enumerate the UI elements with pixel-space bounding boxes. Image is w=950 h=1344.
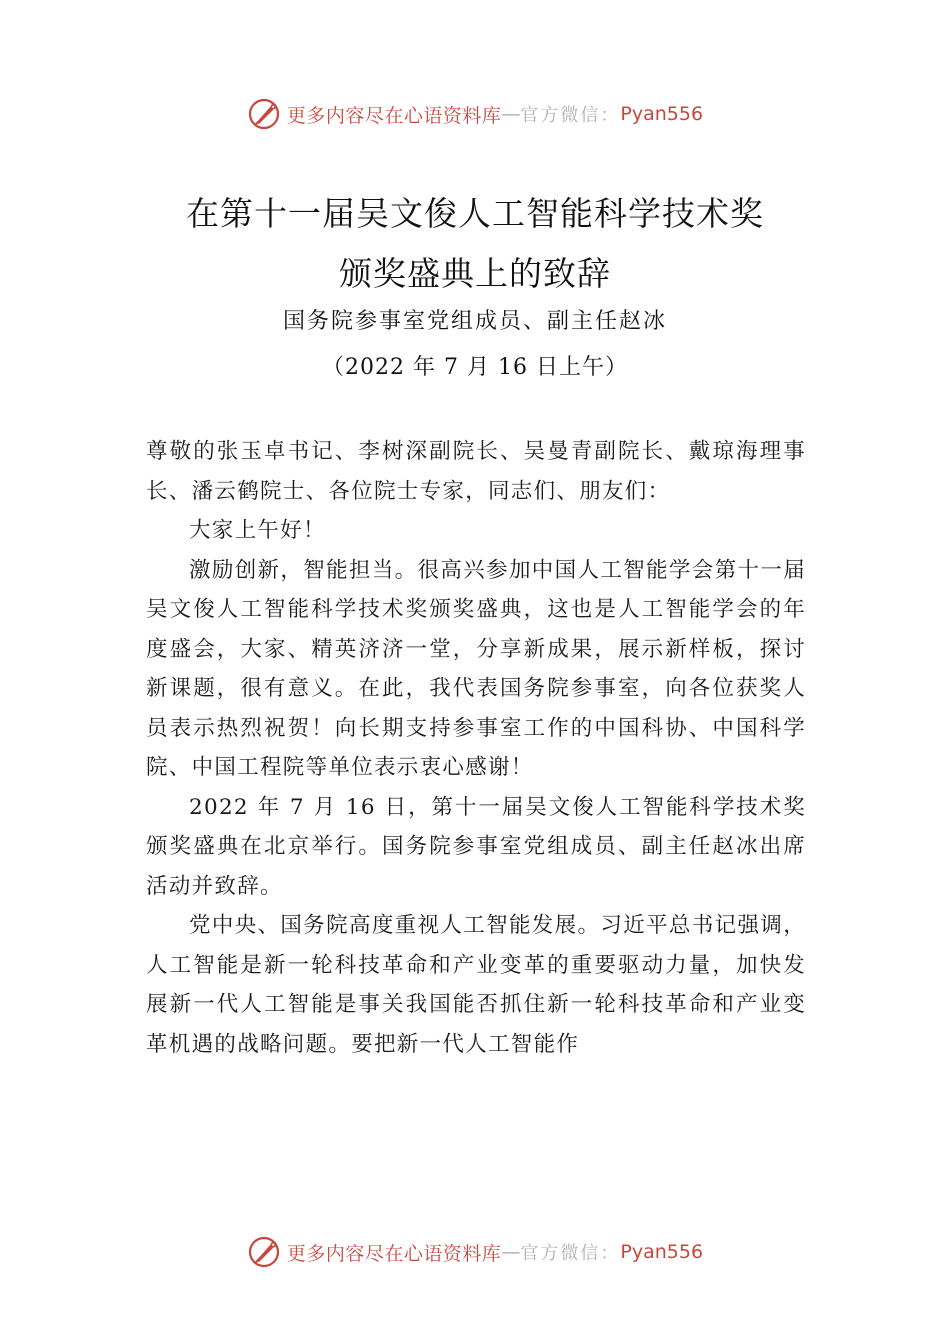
footer-watermark <box>0 1232 950 1272</box>
document-title-line-2: 颁奖盛典上的致辞 <box>339 254 611 293</box>
document-title-line-1: 在第十一届吴文俊人工智能科学技术奖 <box>186 194 764 233</box>
quill-pen-logo-icon <box>247 97 281 131</box>
watermark-wechat-id: Pyan556 <box>620 103 704 125</box>
document-body <box>146 432 806 1064</box>
body-paragraph: 2022 年 7 月 16 日，第十一届吴文俊人工智能科学技术奖颁奖盛典在北京举行。国务院参事室党组成员、副主任赵冰出席活动并致辞。 <box>146 794 806 899</box>
watermark-text: 更多内容尽在心语资料库 <box>286 104 502 127</box>
watermark-separator: — <box>501 1241 521 1263</box>
body-paragraph: 激励创新，智能担当。很高兴参加中国人工智能学会第十一届吴文俊人工智能科学技术奖颁奖盛典，这也是人工智能学会的年度盛会，大家、精英济济一堂，分享新成果，展示新样板，探讨新课题，很有意义。在此，我代表国务院参事室，向各位获奖人员表示热烈祝贺！向长期支持参事室工作的中国科协、中国科学院、中国工程院等单位表示衷心感谢！ <box>146 557 806 780</box>
watermark-wechat-id: Pyan556 <box>620 1241 704 1263</box>
watermark-wechat-label: 官方微信： <box>520 105 621 126</box>
body-paragraph: 党中央、国务院高度重视人工智能发展。习近平总书记强调，人工智能是新一轮科技革命和产业变革的重要驱动力量，加快发展新一代人工智能是事关我国能否抓住新一轮科技革命和产业变革机遇的战略问题。要把新一代人工智能作 <box>146 913 806 1057</box>
watermark-wechat-label: 官方微信： <box>520 1243 621 1264</box>
speech-date: （2022 年 7 月 16 日上午） <box>322 355 628 380</box>
watermark-text: 更多内容尽在心语资料库 <box>286 1242 502 1265</box>
salutation-paragraph: 尊敬的张玉卓书记、李树深副院长、吴曼青副院长、戴琼海理事长、潘云鹤院士、各位院士专家，同志们、朋友们： <box>146 439 806 504</box>
watermark-separator: — <box>501 103 521 125</box>
header-watermark <box>0 94 950 134</box>
speaker-byline: 国务院参事室党组成员、副主任赵冰 <box>282 309 667 334</box>
greeting-paragraph: 大家上午好！ <box>189 518 326 543</box>
quill-pen-logo-icon <box>247 1235 281 1269</box>
